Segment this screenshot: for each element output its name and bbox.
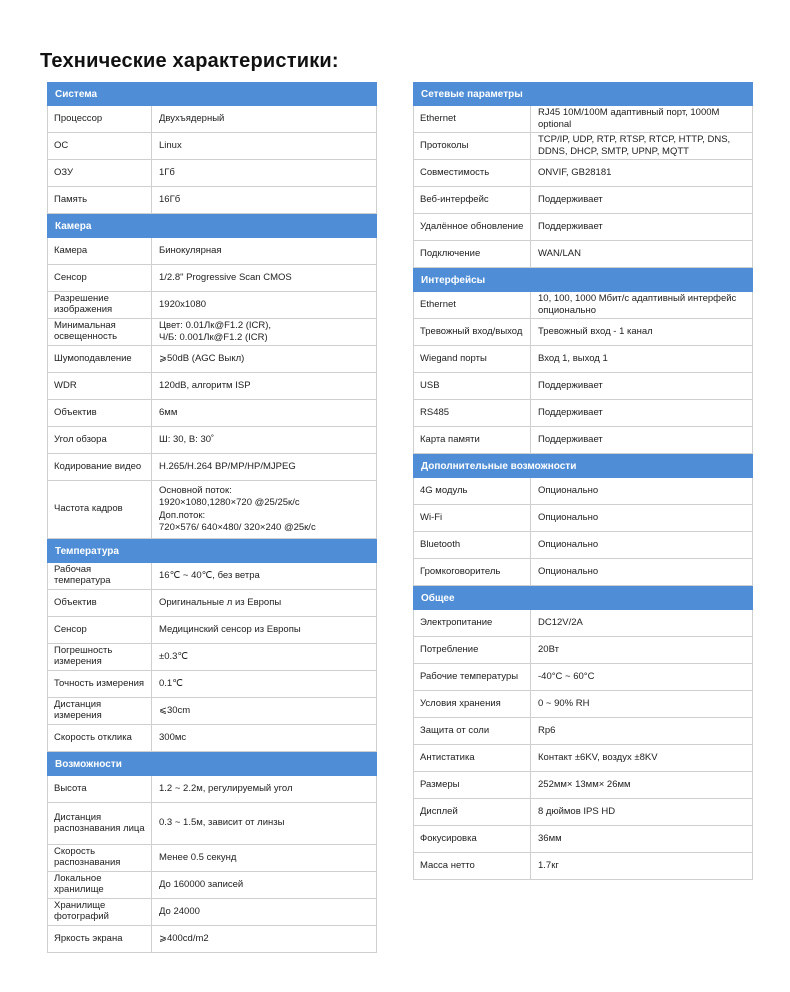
spec-key: Электропитание: [414, 610, 531, 636]
spec-row: [47, 373, 377, 400]
spec-value: Поддерживает: [538, 379, 603, 391]
spec-value: DC12V/2A: [538, 616, 583, 628]
section-header: Камера: [47, 214, 377, 238]
spec-row: [413, 745, 753, 772]
section-header: Возможности: [47, 752, 377, 776]
spec-value: H.265/H.264 BP/MP/HP/MJPEG: [159, 460, 296, 472]
spec-row: [47, 238, 377, 265]
spec-key: Условия хранения: [414, 691, 531, 717]
spec-key: Wiegand порты: [414, 346, 531, 372]
spec-row: [47, 427, 377, 454]
spec-value: ±0.3℃: [159, 650, 189, 662]
spec-row: [47, 265, 377, 292]
section-header: Интерфейсы: [413, 268, 753, 292]
spec-key: Ethernet: [414, 292, 531, 318]
section-header: Система: [47, 82, 377, 106]
spec-value: Бинокулярная: [159, 244, 222, 256]
spec-key: Дистанция измерения: [48, 698, 152, 724]
spec-section: [47, 752, 377, 953]
spec-row: [413, 106, 753, 133]
spec-row: [413, 400, 753, 427]
spec-row: [413, 826, 753, 853]
spec-row: [413, 505, 753, 532]
spec-row: [47, 776, 377, 803]
spec-value: WAN/LAN: [538, 247, 581, 259]
spec-value: До 24000: [159, 905, 200, 917]
spec-row: [413, 610, 753, 637]
spec-value: 1Гб: [159, 166, 175, 178]
spec-key: ОЗУ: [48, 160, 152, 186]
spec-row: [413, 799, 753, 826]
spec-value: ONVIF, GB28181: [538, 166, 612, 178]
spec-key: Скорость распознавания: [48, 845, 152, 871]
spec-key: Кодирование видео: [48, 454, 152, 480]
spec-row: [47, 400, 377, 427]
spec-value: ⩽30cm: [159, 704, 191, 716]
spec-value: Контакт ±6KV, воздух ±8KV: [538, 751, 658, 763]
spec-key: Подключение: [414, 241, 531, 267]
spec-row: [413, 532, 753, 559]
spec-row: [47, 160, 377, 187]
spec-value: Поддерживает: [538, 220, 603, 232]
spec-value: 252мм× 13мм× 26мм: [538, 778, 631, 790]
spec-key: Объектив: [48, 590, 152, 616]
spec-key: Объектив: [48, 400, 152, 426]
spec-key: Локальное хранилище: [48, 872, 152, 898]
spec-row: [413, 772, 753, 799]
spec-value: 1.7кг: [538, 859, 559, 871]
spec-value: Менее 0.5 секунд: [159, 851, 237, 863]
spec-key: Скорость отклика: [48, 725, 152, 751]
spec-section: [47, 82, 377, 214]
spec-key: Точность измерения: [48, 671, 152, 697]
spec-value: 6мм: [159, 406, 178, 418]
spec-key: Веб-интерфейс: [414, 187, 531, 213]
spec-row: [47, 926, 377, 953]
spec-key: Сенсор: [48, 265, 152, 291]
spec-row: [413, 133, 753, 160]
spec-row: [47, 106, 377, 133]
spec-value: Поддерживает: [538, 193, 603, 205]
spec-row: [47, 481, 377, 539]
spec-key: Тревожный вход/выход: [414, 319, 531, 345]
spec-value: Опционально: [538, 484, 599, 496]
spec-value: TCP/IP, UDP, RTP, RTSP, RTCP, HTTP, DNS, DDNS, DHCP, SMTP, UPNP, MQTT: [538, 133, 731, 157]
spec-row: [47, 725, 377, 752]
spec-value: RJ45 10M/100M адаптивный порт, 1000M optional: [538, 106, 720, 130]
spec-row: [47, 872, 377, 899]
spec-row: [47, 187, 377, 214]
spec-value: 16Гб: [159, 193, 181, 205]
spec-key: Яркость экрана: [48, 926, 152, 952]
spec-row: [47, 644, 377, 671]
spec-key: Фокусировка: [414, 826, 531, 852]
spec-row: [413, 214, 753, 241]
spec-key: Угол обзора: [48, 427, 152, 453]
spec-value: 300мс: [159, 731, 187, 743]
spec-row: [47, 617, 377, 644]
spec-key: Высота: [48, 776, 152, 802]
spec-row: [413, 853, 753, 880]
spec-row: [47, 590, 377, 617]
spec-value: Опционально: [538, 565, 599, 577]
spec-value: -40°C ~ 60°C: [538, 670, 595, 682]
spec-row: [413, 241, 753, 268]
spec-key: Протоколы: [414, 133, 531, 159]
spec-key: Камера: [48, 238, 152, 264]
spec-value: 0.1℃: [159, 677, 183, 689]
spec-value: 8 дюймов IPS HD: [538, 805, 616, 817]
spec-row: [413, 292, 753, 319]
section-header: Дополнительные возможности: [413, 454, 753, 478]
spec-value: Цвет: 0.01Лк@F1.2 (ICR), Ч/Б: 0.001Лк@F1.2 (ICR): [159, 319, 272, 343]
spec-value: Ш: 30, В: 30˚: [159, 433, 215, 445]
spec-key: Bluetooth: [414, 532, 531, 558]
spec-section: [413, 586, 753, 880]
spec-row: [413, 637, 753, 664]
spec-key: Совместимость: [414, 160, 531, 186]
spec-section: [413, 82, 753, 268]
spec-key: Память: [48, 187, 152, 213]
spec-key: 4G модуль: [414, 478, 531, 504]
spec-value: Опционально: [538, 538, 599, 550]
spec-section: [47, 539, 377, 752]
spec-key: Хранилище фотографий: [48, 899, 152, 925]
spec-row: [47, 803, 377, 845]
spec-row: [47, 319, 377, 346]
spec-row: [47, 292, 377, 319]
spec-key: Сенсор: [48, 617, 152, 643]
spec-value: 1/2.8" Progressive Scan CMOS: [159, 271, 292, 283]
spec-value: 20Вт: [538, 643, 559, 655]
spec-row: [47, 346, 377, 373]
spec-value: Двухъядерный: [159, 112, 225, 124]
spec-value: Опционально: [538, 511, 599, 523]
spec-row: [47, 698, 377, 725]
spec-key: Размеры: [414, 772, 531, 798]
spec-key: Шумоподавление: [48, 346, 152, 372]
spec-row: [47, 845, 377, 872]
spec-row: [413, 187, 753, 214]
spec-key: Удалённое обновление: [414, 214, 531, 240]
spec-key: Потребление: [414, 637, 531, 663]
right-spec-column: [413, 82, 753, 880]
spec-key: Дисплей: [414, 799, 531, 825]
spec-value: До 160000 записей: [159, 878, 244, 890]
spec-row: [47, 671, 377, 698]
spec-key: ОС: [48, 133, 152, 159]
spec-section: [413, 454, 753, 586]
spec-key: USB: [414, 373, 531, 399]
spec-key: Рабочая температура: [48, 563, 152, 589]
spec-row: [47, 563, 377, 590]
spec-value: ⩾50dB (AGC Выкл): [159, 352, 245, 364]
spec-row: [413, 691, 753, 718]
spec-key: Карта памяти: [414, 427, 531, 453]
spec-row: [413, 160, 753, 187]
spec-key: Защита от соли: [414, 718, 531, 744]
page-title: Технические характеристики:: [40, 50, 339, 72]
spec-key: Процессор: [48, 106, 152, 132]
left-spec-column: [47, 82, 377, 953]
spec-key: Wi-Fi: [414, 505, 531, 531]
spec-value: Поддерживает: [538, 433, 603, 445]
section-header: Сетевые параметры: [413, 82, 753, 106]
spec-value: Вход 1, выход 1: [538, 352, 608, 364]
spec-value: 0.3 ~ 1.5м, зависит от линзы: [159, 817, 285, 829]
spec-row: [413, 319, 753, 346]
spec-value: 16℃ ~ 40℃, без ветра: [159, 569, 260, 581]
spec-key: Масса нетто: [414, 853, 531, 879]
spec-value: Основной поток: 1920×1080,1280×720 @25/25к/с Доп.поток: 720×576/ 640×480/ 320×240 @25к/с: [159, 484, 316, 533]
spec-key: Громкоговоритель: [414, 559, 531, 585]
spec-value: 120dB, алгоритм ISP: [159, 379, 251, 391]
spec-value: Rp6: [538, 724, 556, 736]
spec-row: [413, 478, 753, 505]
spec-row: [413, 559, 753, 586]
spec-row: [413, 664, 753, 691]
spec-key: Рабочие температуры: [414, 664, 531, 690]
spec-key: WDR: [48, 373, 152, 399]
spec-value: 0 ~ 90% RH: [538, 697, 590, 709]
spec-value: 1920x1080: [159, 298, 207, 310]
spec-key: Минимальная освещенность: [48, 319, 152, 345]
spec-row: [47, 133, 377, 160]
spec-row: [413, 427, 753, 454]
spec-value: 10, 100, 1000 Мбит/с адаптивный интерфейс опционально: [538, 292, 737, 316]
spec-key: Частота кадров: [48, 481, 152, 538]
spec-key: Разрешение изображения: [48, 292, 152, 318]
spec-key: Дистанция распознавания лица: [48, 803, 152, 844]
spec-value: Поддерживает: [538, 406, 603, 418]
spec-key: Ethernet: [414, 106, 531, 132]
spec-section: [47, 214, 377, 539]
spec-section: [413, 268, 753, 454]
spec-value: 36мм: [538, 832, 562, 844]
section-header: Температура: [47, 539, 377, 563]
spec-row: [47, 454, 377, 481]
spec-key: Погрешность измерения: [48, 644, 152, 670]
spec-row: [47, 899, 377, 926]
spec-value: Медицинский сенсор из Европы: [159, 623, 301, 635]
spec-key: Антистатика: [414, 745, 531, 771]
spec-row: [413, 346, 753, 373]
spec-value: Linux: [159, 139, 182, 151]
spec-value: Тревожный вход - 1 канал: [538, 325, 653, 337]
section-header: Общее: [413, 586, 753, 610]
spec-row: [413, 718, 753, 745]
spec-key: RS485: [414, 400, 531, 426]
spec-row: [413, 373, 753, 400]
spec-value: ⩾400cd/m2: [159, 932, 209, 944]
spec-value: 1.2 ~ 2.2м, регулируемый угол: [159, 782, 293, 794]
spec-value: Оригинальные л из Европы: [159, 596, 282, 608]
